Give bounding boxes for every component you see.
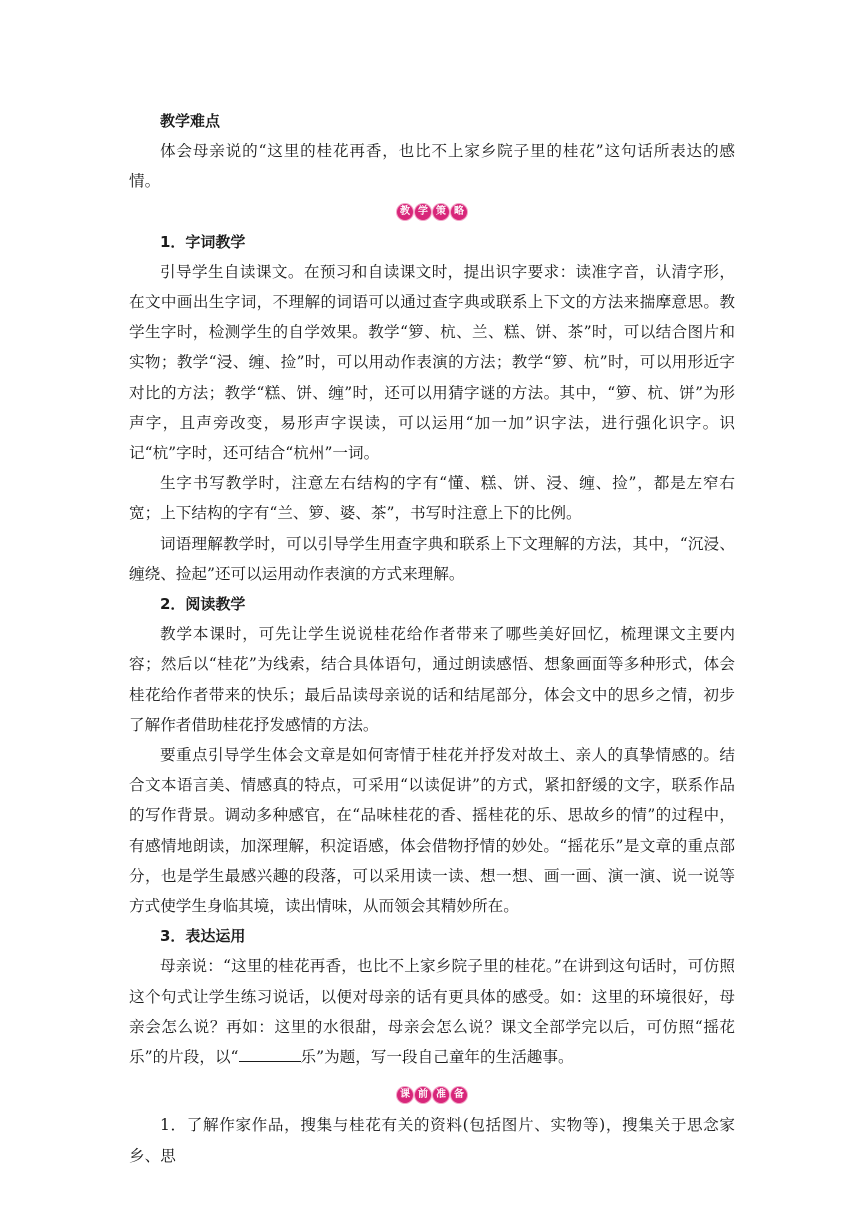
vocab-paragraph-1: 引导学生自读课文。在预习和自读课文时，提出识字要求：读准字音，认清字形，在文中画出生字词，不理解的词语可以通过查字典或联系上下文的方法来揣摩意思。教学生字时，检测学生的自学效果。教学“箩、杭、兰、糕、饼、茶”时，可以结合图片和实物；教学“浸、缠、捡”时，可以用动作表演的方法；教学“箩、杭”时，可以用形近字对比的方法；教学“糕、饼、缠”时，还可以用猜字谜的方法。其中，“箩、杭、饼”为形声字，且声旁改变，易形声字误读，可以运用“加一加”识字法，进行强化识字。识记“杭”字时，还可结合“杭州”一词。 <box>129 262 735 463</box>
strategy-badge-char: 策 <box>433 204 449 220</box>
strategy-badge-char: 略 <box>451 204 467 220</box>
expression-text-before: 母亲说：“这里的桂花再香，也比不上家乡院子里的桂花。”在讲到这句话时，可仿照这个句式让学生练习说话，以便对母亲的话有更具体的感受。如：这里的环境很好，母亲会怎么说？再如：这里的水很甜，母亲会怎么说？课文全部学完以后，可仿照“摇花乐”的片段，以“ <box>129 957 735 1067</box>
prep-badge-char: 备 <box>451 1087 467 1103</box>
reading-paragraph-2: 要重点引导学生体会文章是如何寄情于桂花并抒发对故土、亲人的真挚情感的。结合文本语言美、情感真的特点，可采用“以读促讲”的方式，紧扣舒缓的文字，联系作品的写作背景。调动多种感官，在“品味桂花的香、摇桂花的乐、思故乡的情”的过程中，有感情地朗读，加深理解，积淀语感，体会借物抒情的妙处。“摇花乐”是文章的重点部分，也是学生最感兴趣的段落，可以采用读一读、想一想、画一画、演一演、说一说等方式使学生身临其境，读出情味，从而领会其精妙所在。 <box>129 746 735 916</box>
expression-paragraph <box>129 951 735 1072</box>
strategy-badge-char: 学 <box>415 204 431 220</box>
vocab-paragraph-3: 词语理解教学时，可以引导学生用查字典和联系上下文理解的方法，其中，“沉浸、缠绕、捡起”还可以运用动作表演的方式来理解。 <box>129 534 735 583</box>
vocab-heading: 1．字词教学 <box>160 232 246 251</box>
vocab-paragraph-2: 生字书写教学时，注意左右结构的字有“懂、糕、饼、浸、缠、捡”，都是左窄右宽；上下结构的字有“兰、箩、婆、茶”，书写时注意上下的比例。 <box>129 474 735 523</box>
prep-badge-char: 课 <box>397 1087 413 1103</box>
difficulty-heading: 教学难点 <box>160 112 221 130</box>
prep-badge <box>129 1080 735 1110</box>
page-content <box>129 106 735 1171</box>
reading-paragraph-1: 教学本课时，可先让学生说说桂花给作者带来了哪些美好回忆，梳理课文主要内容；然后以“桂花”为线索，结合具体语句，通过朗读感悟、想象画面等多种形式，体会桂花给作者带来的快乐；最后品读母亲说的话和结尾部分，体会文中的思乡之情，初步了解作者借助桂花抒发感情的方法。 <box>129 625 735 734</box>
difficulty-text: 体会母亲说的“这里的桂花再香，也比不上家乡院子里的桂花”这句话所表达的感情。 <box>129 142 735 191</box>
strategy-badge-char: 教 <box>397 204 413 220</box>
prep-badge-char: 前 <box>415 1087 431 1103</box>
expression-text-after: 乐”为题，写一段自己童年的生活趣事。 <box>300 1048 574 1067</box>
prep-paragraph-1: 1．了解作家作品，搜集与桂花有关的资料(包括图片、实物等)，搜集关于思念家乡、思 <box>129 1116 735 1165</box>
strategy-badge <box>129 197 735 227</box>
reading-heading: 2．阅读教学 <box>160 595 246 614</box>
prep-badge-char: 准 <box>433 1087 449 1103</box>
fill-in-blank <box>239 1047 301 1062</box>
expression-heading: 3．表达运用 <box>160 927 246 946</box>
